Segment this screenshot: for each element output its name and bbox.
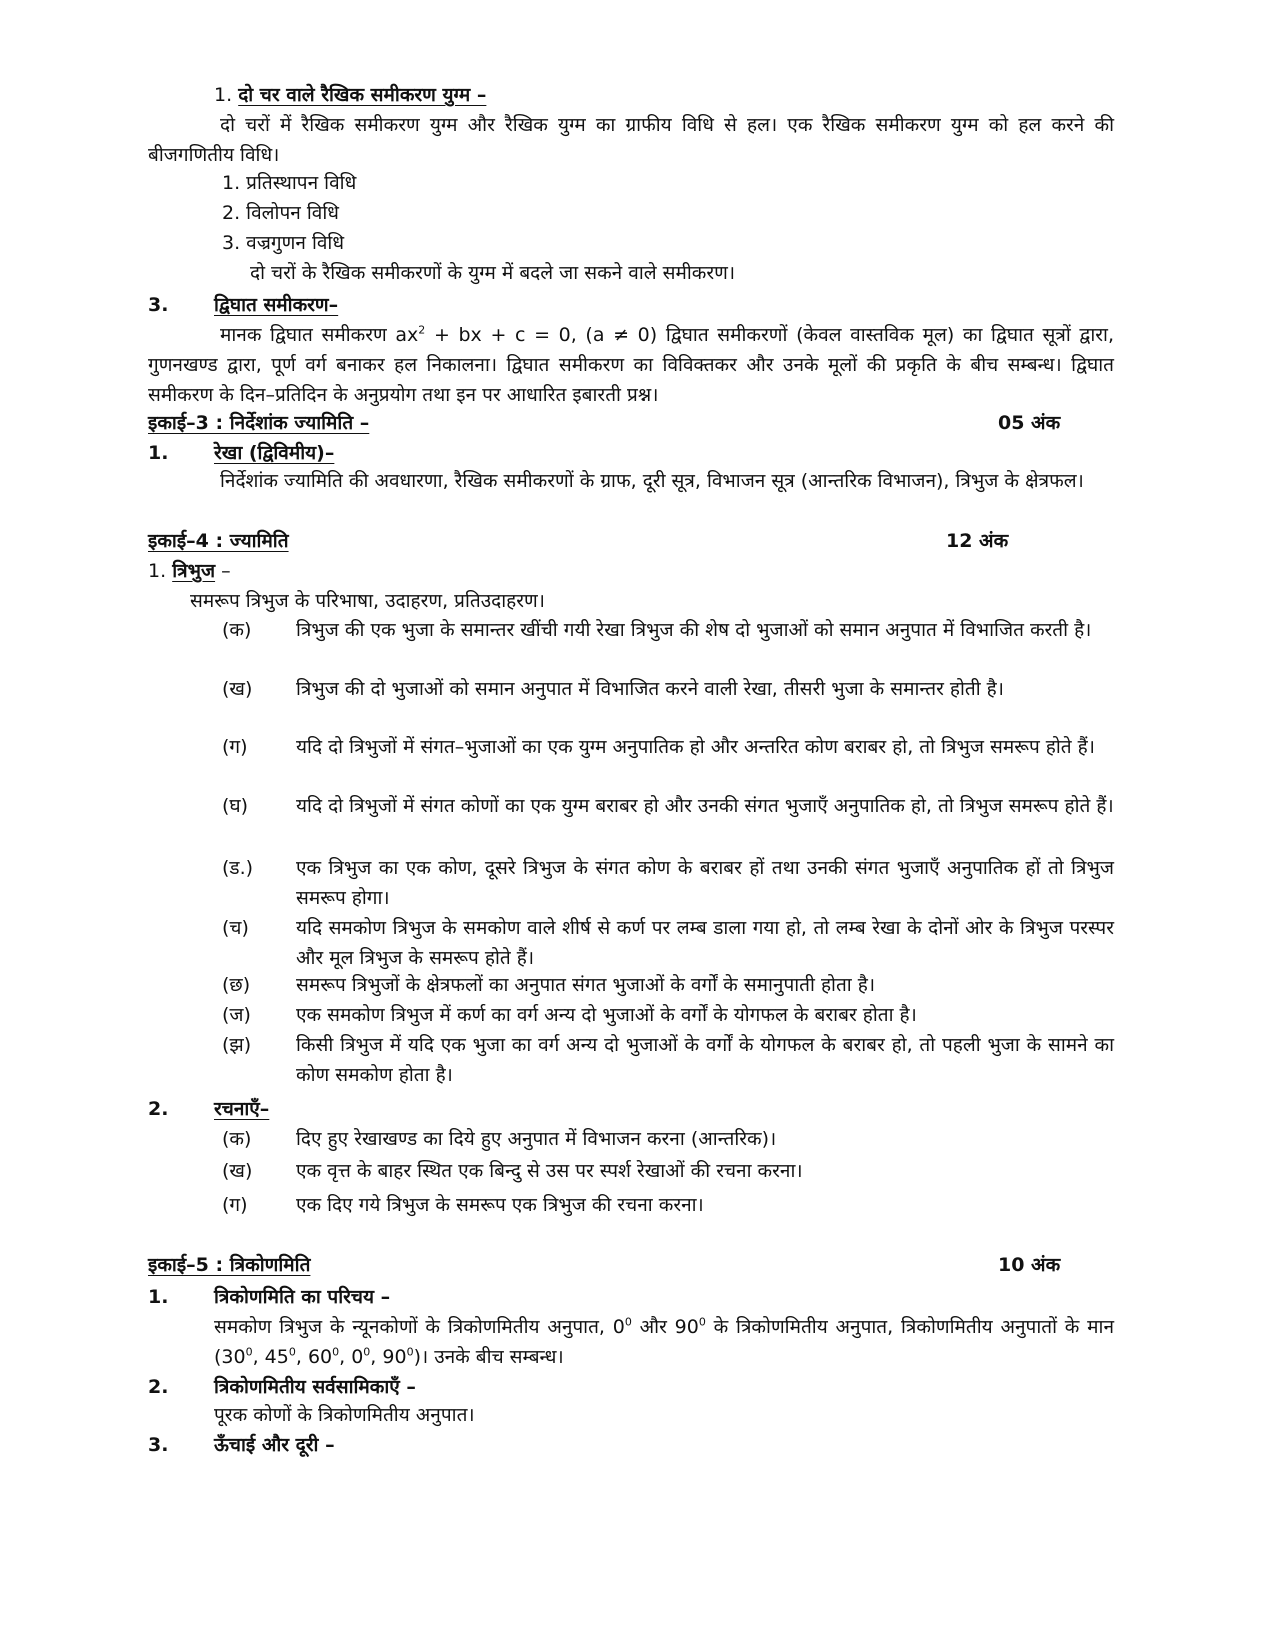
list-label: (क) <box>222 1128 252 1150</box>
paragraph-similar-triangles: समरूप त्रिभुज के परिभाषा, उदाहरण, प्रतिउदाहरण। <box>190 590 545 612</box>
section-number: 2. <box>148 1376 169 1398</box>
list-label: (क) <box>222 619 252 641</box>
section-linear-equations-heading <box>214 80 486 110</box>
section-title-trig-identities: त्रिकोणमितीय सर्वसामिकाएँ – <box>214 1376 416 1398</box>
list-item-method-3: 3. वज्रगुणन विधि <box>222 232 345 254</box>
unit-marks: 10 अंक <box>998 1254 1061 1276</box>
section-title-constructions: रचनाएँ– <box>214 1098 270 1120</box>
list-label: (ग) <box>222 736 248 758</box>
list-item: यदि समकोण त्रिभुज के समकोण वाले शीर्ष से कर्ण पर लम्ब डाला गया हो, तो लम्ब रेखा के दोनों ओर के त्रिभुज परस्पर और मूल त्रिभुज के समरूप होते हैं। <box>296 917 1114 969</box>
paragraph-coordinate-geometry: निर्देशांक ज्यामिति की अवधारणा, रैखिक समीकरणों के ग्राफ, दूरी सूत्र, विभाजन सूत्र (आन्तरिक विभाजन), त्रिभुज के क्षेत्रफल। <box>220 470 1084 492</box>
list-item: एक वृत्त के बाहर स्थित एक बिन्दु से उस पर स्पर्श रेखाओं की रचना करना। <box>296 1160 803 1182</box>
list-item-method-2: 2. विलोपन विधि <box>222 202 339 224</box>
paragraph-quadratic: मानक द्विघात समीकरण $ax^2$ + bx + c = 0, (a ≠ 0) द्विघात समीकरणों (केवल वास्तविक मूल) का द्विघात सूत्रों द्वारा, गुणनखण्ड द्वारा, पूर्ण वर्ग बनाकर हल निकालना। द्विघात समीकरण का विविक्तकर और उनके मूलों की प्रकृति के बीच सम्बन्ध। द्विघात समीकरण के दिन–प्रतिदिन के अनुप्रयोग तथा इन पर आधारित इबारती प्रश्न। <box>148 323 1114 406</box>
list-item: यदि दो त्रिभुजों में संगत–भुजाओं का एक युग्म अनुपातिक हो और अन्तरित कोण बराबर हो, तो त्रिभुज समरूप होते हैं। <box>296 736 1095 758</box>
paragraph-complementary-angles: पूरक कोणों के त्रिकोणमितीय अनुपात। <box>214 1404 475 1426</box>
list-label: (घ) <box>222 795 249 817</box>
list-item: त्रिभुज की दो भुजाओं को समान अनुपात में विभाजित करने वाली रेखा, तीसरी भुजा के समान्तर होती है। <box>296 678 1004 700</box>
section-title: दो चर वाले रैखिक समीकरण युग्म – <box>238 84 487 106</box>
paragraph-linear-equations: दो चरों में रैखिक समीकरण युग्म और रैखिक युग्म का ग्राफीय विधि से हल। एक रैखिक समीकरण युग्म को हल करने की बीजगणितीय विधि। <box>148 114 1114 166</box>
list-label: (ख) <box>222 678 253 700</box>
list-label: (ग) <box>222 1194 248 1216</box>
paragraph-trig-ratios: समकोण त्रिभुज के न्यूनकोणों के त्रिकोणमितीय अनुपात, $0^0$ और $90^0$ के त्रिकोणमितीय अनुपात, त्रिकोणमितीय अनुपातों के मान ($30^0$, $45^0$, $60^0$, $0^0$, $90^0)।$ उनके बीच सम्बन्ध। <box>214 1315 1115 1368</box>
list-label: (छ) <box>222 974 251 996</box>
list-item: समरूप त्रिभुजों के क्षेत्रफलों का अनुपात संगत भुजाओं के वर्गों के समानुपाती होता है। <box>296 974 876 996</box>
list-item: एक समकोण त्रिभुज में कर्ण का वर्ग अन्य दो भुजाओं के वर्गों के योगफल के बराबर होता है। <box>296 1004 917 1026</box>
list-label: (ड.) <box>222 857 254 879</box>
list-item: यदि दो त्रिभुजों में संगत कोणों का एक युग्म बराबर हो और उनकी संगत भुजाएँ अनुपातिक हो, तो त्रिभुज समरूप होते हैं। <box>296 795 1114 817</box>
section-number: 2. <box>148 1098 169 1120</box>
section-number: 1. <box>148 1286 169 1308</box>
unit-heading-coordinate-geometry: इकाई–3 : निर्देशांक ज्यामिति – <box>148 412 370 434</box>
list-item: त्रिभुज की एक भुजा के समान्तर खींची गयी रेखा त्रिभुज की शेष दो भुजाओं को समान अनुपात में विभाजित करती है। <box>296 619 1092 641</box>
section-title-trig-intro: त्रिकोणमिति का परिचय – <box>214 1286 391 1308</box>
unit-marks: 12 अंक <box>946 530 1009 552</box>
list-item: एक दिए गये त्रिभुज के समरूप एक त्रिभुज की रचना करना। <box>296 1194 704 1216</box>
unit-marks: 05 अंक <box>998 412 1061 434</box>
section-number: 3. <box>148 1434 169 1456</box>
section-title-heights-distances: ऊँचाई और दूरी – <box>214 1434 335 1456</box>
section-title-line: रेखा (द्विविमीय)– <box>214 442 335 464</box>
list-label: (ज) <box>222 1004 251 1026</box>
list-label: (ख) <box>222 1160 253 1182</box>
paragraph-reducible-equations: दो चरों के रैखिक समीकरणों के युग्म में बदले जा सकने वाले समीकरण। <box>250 262 736 284</box>
section-number: 1. <box>148 442 169 464</box>
section-title-quadratic: द्विघात समीकरण– <box>214 294 339 316</box>
section-title: त्रिभुज <box>172 560 216 582</box>
list-item: एक त्रिभुज का एक कोण, दूसरे त्रिभुज के संगत कोण के बराबर हों तथा उनकी संगत भुजाएँ अनुपातिक हों तो त्रिभुज समरूप होगा। <box>296 857 1114 909</box>
list-item-method-1: 1. प्रतिस्थापन विधि <box>222 172 357 194</box>
unit-heading-trigonometry: इकाई–5 : त्रिकोणमिति <box>148 1254 311 1276</box>
list-item: किसी त्रिभुज में यदि एक भुजा का वर्ग अन्य दो भुजाओं के वर्गों के योगफल के बराबर हो, तो पहली भुजा के सामने का कोण समकोण होता है। <box>296 1034 1114 1086</box>
list-item: दिए हुए रेखाखण्ड का दिये हुए अनुपात में विभाजन करना (आन्तरिक)। <box>296 1128 777 1150</box>
list-label: (च) <box>222 917 249 939</box>
section-number: 3. <box>148 294 169 316</box>
section-number: 1. <box>214 84 233 106</box>
list-label: (झ) <box>222 1034 252 1056</box>
section-number: 1. <box>148 560 167 582</box>
section-triangle-heading: 1. त्रिभुज – <box>148 560 231 582</box>
unit-heading-geometry: इकाई–4 : ज्यामिति <box>148 530 289 552</box>
